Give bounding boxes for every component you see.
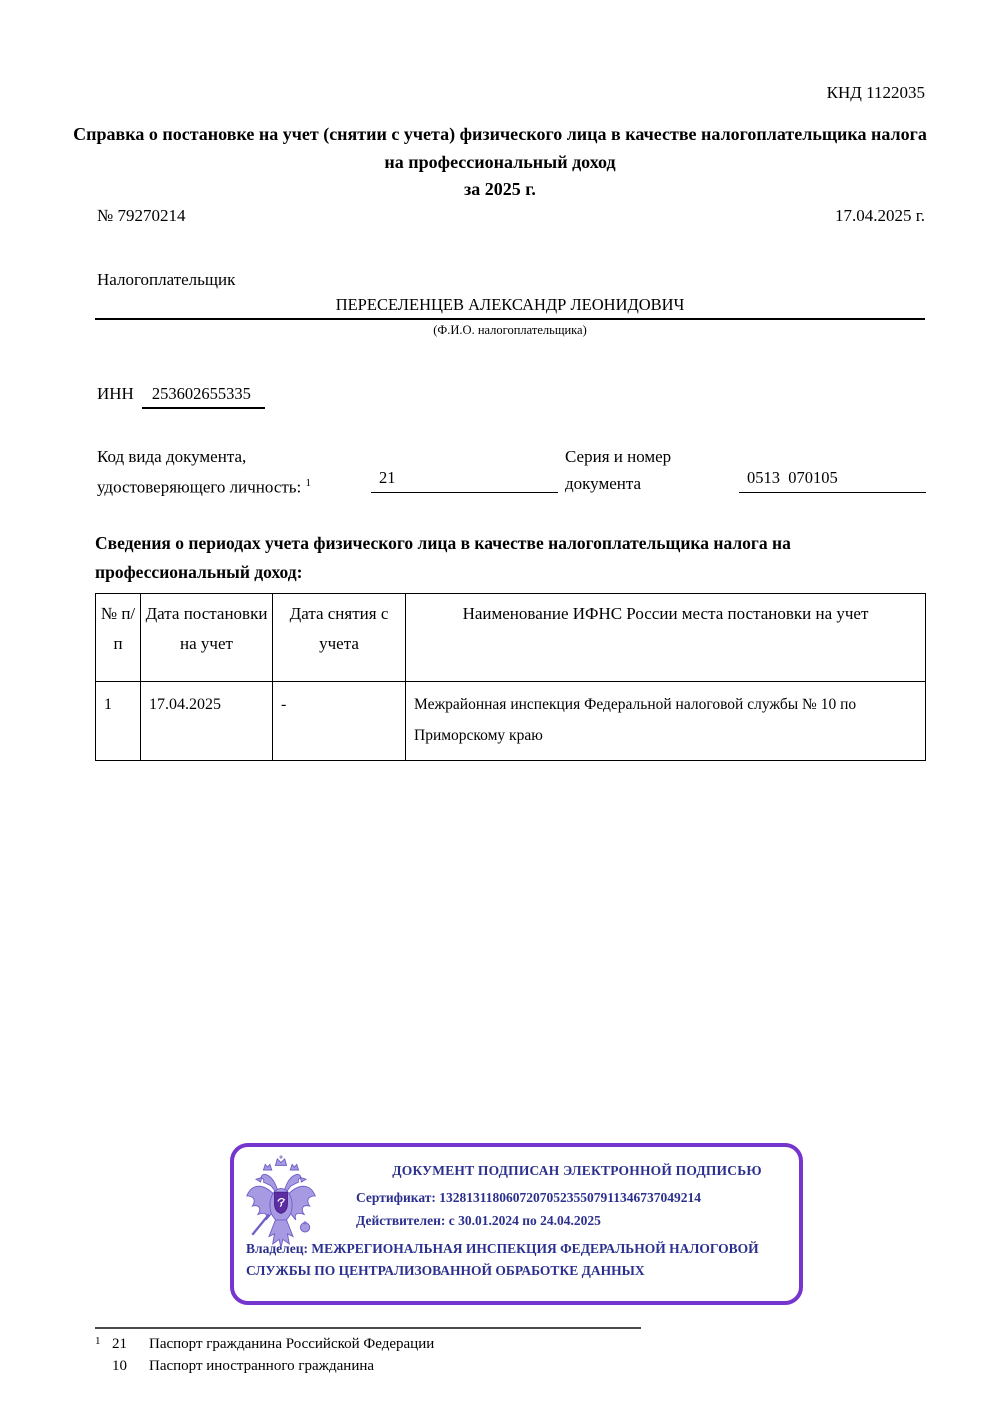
validity-label: Действителен: <box>356 1213 446 1228</box>
footnote-item <box>95 1333 434 1355</box>
inn-value: 253602655335 <box>142 384 265 409</box>
stamp-owner-line <box>246 1238 794 1282</box>
document-date: 17.04.2025 г. <box>834 206 925 225</box>
cell-deregistration-date: - <box>273 682 406 761</box>
document-title-year: за 2025 г. <box>464 179 536 199</box>
table-header-row <box>96 594 926 682</box>
cell-ifns-name: Межрайонная инспекция Федеральной налоговой службы № 10 по Приморскому краю <box>406 682 926 761</box>
document-number-row <box>97 206 925 226</box>
footnote-code: 21 <box>112 1336 127 1352</box>
table-row <box>96 682 926 761</box>
header-deregistration-date: Дата снятия с учета <box>273 594 406 682</box>
document-number: № 79270214 <box>97 206 186 225</box>
knd-code: КНД 1122035 <box>826 83 925 102</box>
series-number-value: 0513 070105 <box>739 468 926 493</box>
certificate-value: 132813118060720705235507911346737049214 <box>439 1190 702 1205</box>
cell-row-number: 1 <box>96 682 141 761</box>
identity-doc-code-label: Код вида документа, удостоверяющего личность: $^1$ <box>97 447 312 497</box>
taxpayer-label: Налогоплательщик <box>97 270 236 289</box>
validity-value: с 30.01.2024 по 24.04.2025 <box>448 1213 601 1228</box>
stamp-title: ДОКУМЕНТ ПОДПИСАН ЭЛЕКТРОННОЙ ПОДПИСЬЮ <box>392 1163 762 1178</box>
header-row-number: № п/п <box>96 594 141 682</box>
footnote-label: Паспорт иностранного гражданина <box>149 1358 375 1374</box>
periods-section-heading: Сведения о периодах учета физического лица в качестве налогоплательщика налога на профессиональный доход: <box>95 533 791 582</box>
inn-row <box>97 384 265 409</box>
cell-registration-date: 17.04.2025 <box>141 682 273 761</box>
taxpayer-name: ПЕРЕСЕЛЕНЦЕВ АЛЕКСАНДР ЛЕОНИДОВИЧ <box>95 295 925 320</box>
footnote-reference: 1 <box>305 477 312 489</box>
footnote-code: 10 <box>112 1358 127 1374</box>
footnote-item <box>95 1355 434 1377</box>
series-number-label: Серия и номер документа <box>565 447 672 493</box>
taxpayer-name-caption: (Ф.И.О. налогоплательщика) <box>433 323 587 337</box>
stamp-certificate-line <box>356 1190 701 1206</box>
inn-label: ИНН <box>97 384 134 403</box>
header-ifns-name: Наименование ИФНС России места постановки на учет <box>406 594 926 682</box>
taxpayer-name-block <box>95 295 925 338</box>
identity-doc-code-value: 21 <box>371 468 558 493</box>
periods-table <box>95 593 926 761</box>
owner-value: МЕЖРЕГИОНАЛЬНАЯ ИНСПЕКЦИЯ ФЕДЕРАЛЬНОЙ НАЛОГОВОЙ СЛУЖБЫ ПО ЦЕНТРАЛИЗОВАННОЙ ОБРАБОТКЕ ДАННЫХ <box>246 1241 759 1278</box>
certificate-label: Сертификат: <box>356 1190 436 1205</box>
header-registration-date: Дата постановки на учет <box>141 594 273 682</box>
document-title-text: Справка о постановке на учет (снятии с учета) физического лица в качестве налогоплательщика налога на профессиональный доход <box>73 124 927 172</box>
owner-label: Владелец: <box>246 1241 308 1256</box>
footnote-marker: 1 <box>95 1335 101 1347</box>
document-title <box>0 121 1000 204</box>
electronic-signature-stamp <box>230 1143 803 1305</box>
footnote-label: Паспорт гражданина Российской Федерации <box>149 1336 435 1352</box>
stamp-validity-line <box>356 1213 601 1229</box>
footnote-divider <box>95 1327 641 1329</box>
footnote-block <box>95 1333 434 1377</box>
